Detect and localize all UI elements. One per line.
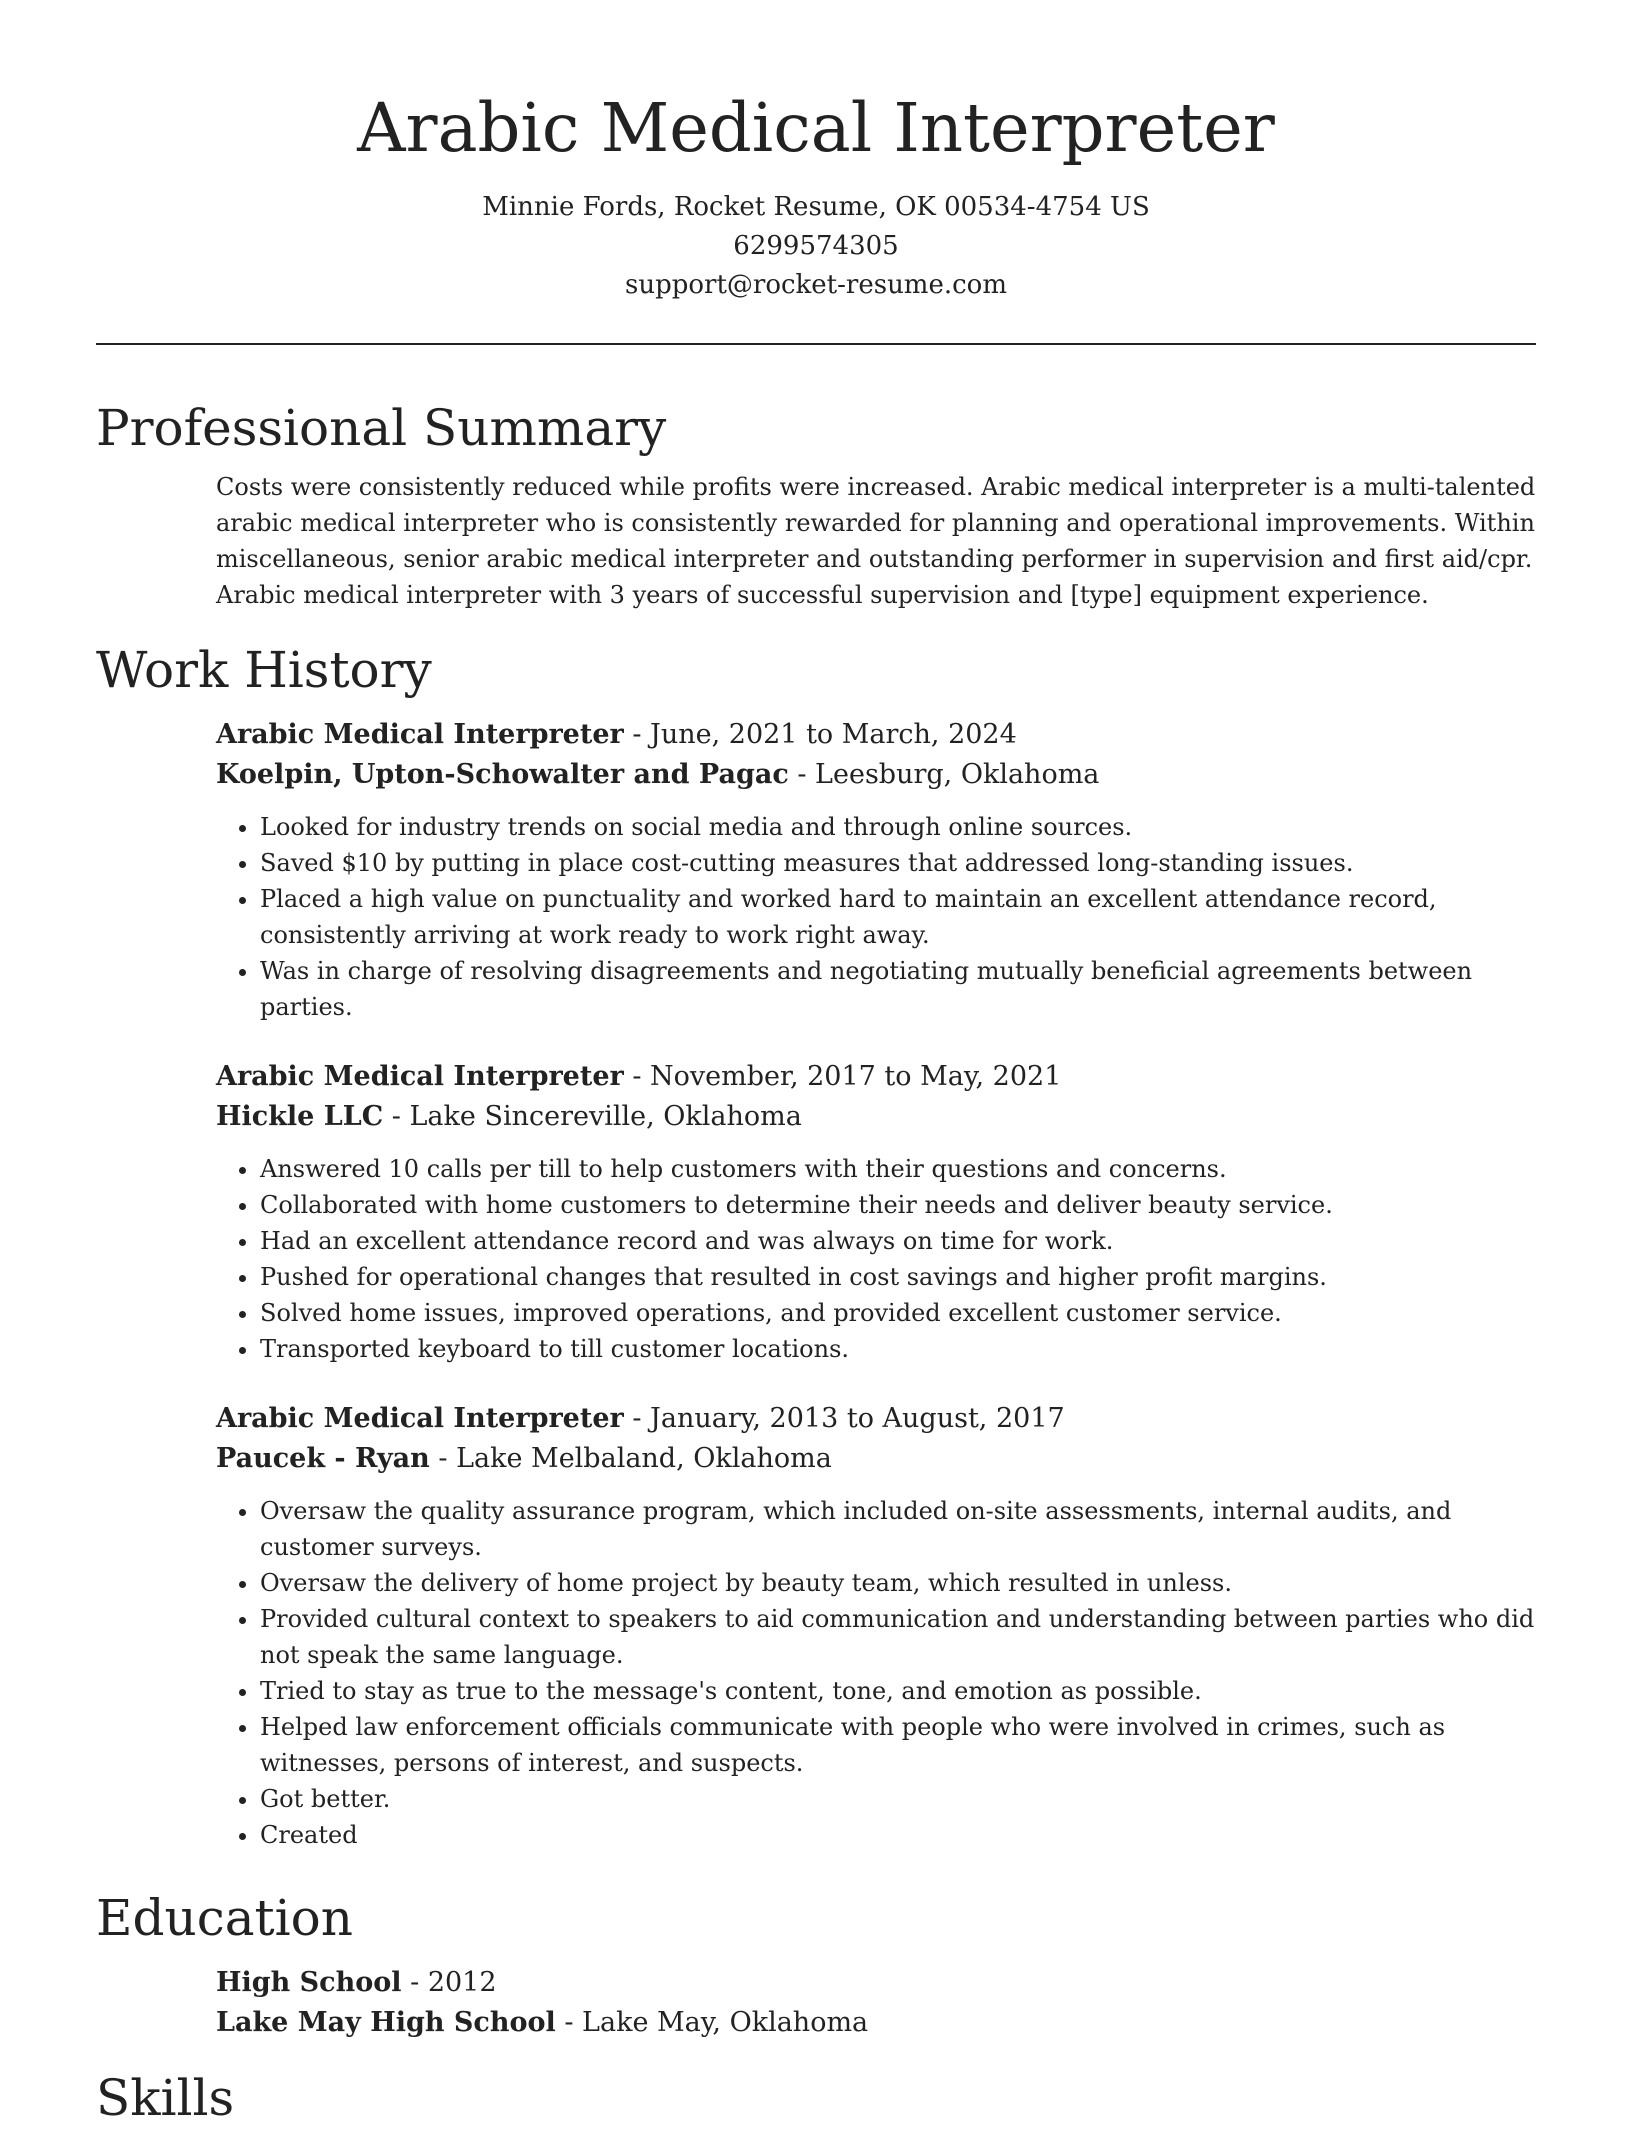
job-company-line — [216, 1097, 1536, 1137]
job-company: Koelpin, Upton-Schowalter and Pagac — [216, 759, 789, 790]
resume-header — [96, 0, 1536, 305]
job-company: Paucek - Ryan — [216, 1443, 430, 1474]
job-dates: - November, 2017 to May, 2021 — [623, 1061, 1062, 1092]
skills-section — [96, 2063, 1536, 2133]
job-bullet: • Collaborated with home customers to determine their needs and deliver beauty service. — [260, 1187, 1536, 1223]
job-entry — [216, 1399, 1536, 1853]
work-history-section — [96, 635, 1536, 1853]
resume-page — [96, 0, 1536, 2133]
contact-block — [96, 188, 1536, 305]
education-year: - 2012 — [401, 1967, 497, 1998]
job-title-line — [216, 1399, 1536, 1439]
contact-phone: 6299574305 — [733, 231, 899, 261]
summary-section — [96, 393, 1536, 613]
resume-title: Arabic Medical Interpreter — [357, 89, 1275, 167]
job-company-line — [216, 1439, 1536, 1479]
job-bullet: • Tried to stay as true to the message's content, tone, and emotion as possible. — [260, 1673, 1536, 1709]
header-divider — [96, 343, 1536, 345]
summary-text: Costs were consistently reduced while profits were increased. Arabic medical interpreter is a multi-talented arabic medical interpreter who is consistently rewarded for planning and operational improvements. Within miscellaneous, senior arabic medical interpreter and outstanding performer in supervision and first aid/cpr. Arabic medical interpreter with 3 years of successful supervision and [type] equipment experience. — [216, 473, 1536, 609]
job-bullets — [216, 1493, 1536, 1853]
contact-address: Minnie Fords, Rocket Resume, OK 00534-4754 US — [482, 192, 1150, 222]
job-entry — [216, 715, 1536, 1025]
education-heading: Education — [96, 1889, 353, 1947]
job-bullets — [216, 1151, 1536, 1367]
job-title-line — [216, 715, 1536, 755]
job-bullet: • Oversaw the delivery of home project by beauty team, which resulted in unless. — [260, 1565, 1536, 1601]
job-location: - Lake Melbaland, Oklahoma — [429, 1443, 832, 1474]
job-bullet: • Placed a high value on punctuality and worked hard to maintain an excellent attendance record, consistently arriving at work ready to work right away. — [260, 881, 1536, 953]
job-title: Arabic Medical Interpreter — [216, 1061, 624, 1092]
job-title: Arabic Medical Interpreter — [216, 1403, 624, 1434]
job-dates: - January, 2013 to August, 2017 — [623, 1403, 1065, 1434]
job-company: Hickle LLC — [216, 1101, 384, 1132]
job-company-line — [216, 755, 1536, 795]
job-bullet: • Provided cultural context to speakers to aid communication and understanding between parties who did not speak the same language. — [260, 1601, 1536, 1673]
work-history-heading: Work History — [96, 641, 432, 699]
job-title: Arabic Medical Interpreter — [216, 719, 624, 750]
job-location: - Leesburg, Oklahoma — [788, 759, 1100, 790]
job-bullet: • Got better. — [260, 1781, 1536, 1817]
skills-heading: Skills — [96, 2069, 235, 2127]
job-title-line — [216, 1057, 1536, 1097]
education-school: Lake May High School — [216, 2007, 556, 2038]
education-degree-line — [216, 1963, 1536, 2003]
job-location: - Lake Sincereville, Oklahoma — [383, 1101, 802, 1132]
job-dates: - June, 2021 to March, 2024 — [623, 719, 1017, 750]
job-bullet: • Transported keyboard to till customer locations. — [260, 1331, 1536, 1367]
education-school-line — [216, 2003, 1536, 2043]
job-bullet: • Was in charge of resolving disagreements and negotiating mutually beneficial agreements between parties. — [260, 953, 1536, 1025]
education-degree: High School — [216, 1967, 402, 1998]
contact-email: support@rocket-resume.com — [624, 270, 1007, 300]
job-bullet: • Helped law enforcement officials communicate with people who were involved in crimes, such as witnesses, persons of interest, and suspects. — [260, 1709, 1536, 1781]
summary-heading: Professional Summary — [96, 399, 667, 457]
education-location: - Lake May, Oklahoma — [555, 2007, 869, 2038]
job-bullet: • Created — [260, 1817, 1536, 1853]
job-bullet: • Pushed for operational changes that resulted in cost savings and higher profit margins. — [260, 1259, 1536, 1295]
job-bullet: • Oversaw the quality assurance program, which included on-site assessments, internal audits, and customer surveys. — [260, 1493, 1536, 1565]
job-bullets — [216, 809, 1536, 1025]
education-section — [96, 1883, 1536, 2043]
job-bullet: • Saved $10 by putting in place cost-cutting measures that addressed long-standing issues. — [260, 845, 1536, 881]
job-bullet: • Answered 10 calls per till to help customers with their questions and concerns. — [260, 1151, 1536, 1187]
job-entry — [216, 1057, 1536, 1367]
job-bullet: • Solved home issues, improved operations, and provided excellent customer service. — [260, 1295, 1536, 1331]
job-bullet: • Had an excellent attendance record and was always on time for work. — [260, 1223, 1536, 1259]
job-bullet: • Looked for industry trends on social media and through online sources. — [260, 809, 1536, 845]
